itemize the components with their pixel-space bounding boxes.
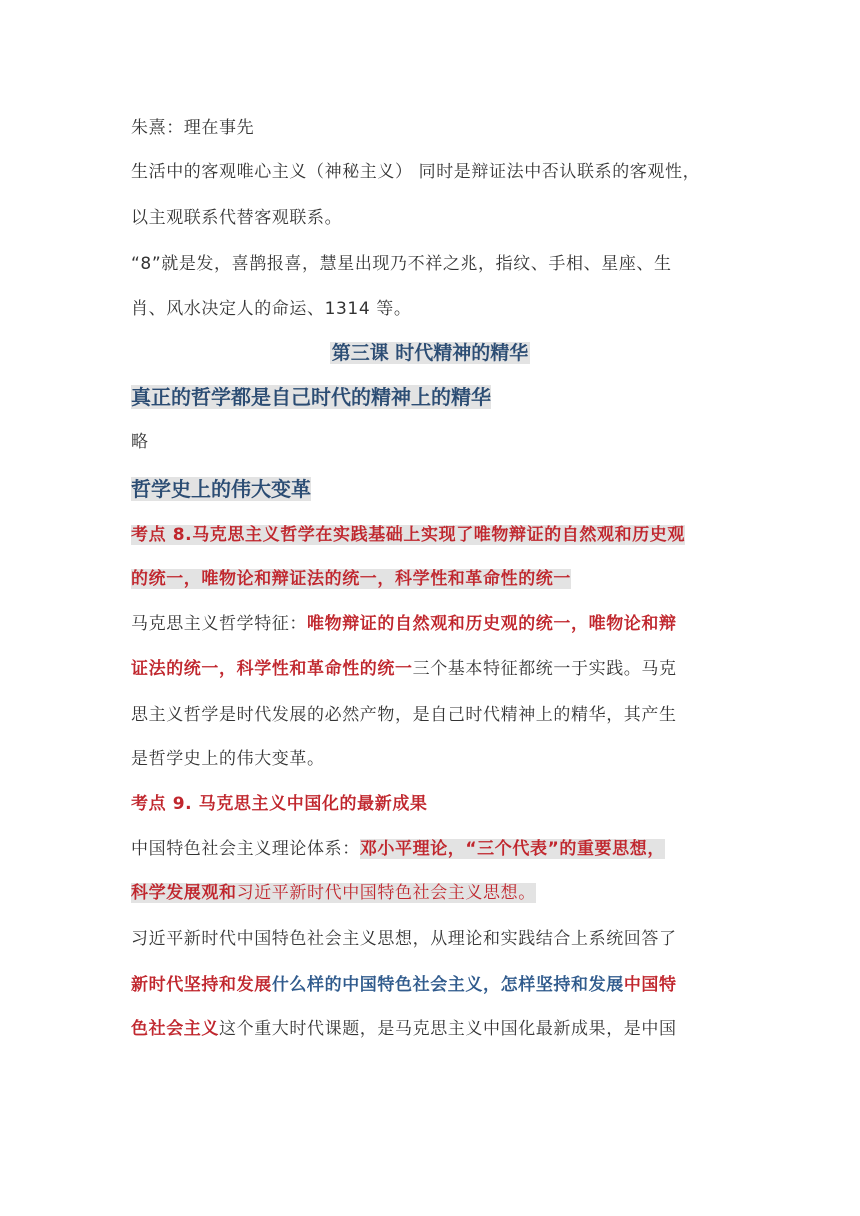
text-span: 马克思主义哲学特征：	[131, 614, 307, 634]
paragraph-line	[131, 657, 731, 681]
key-point-text: 的统一，唯物论和辩证法的统一，科学性和革命性的统一	[131, 569, 571, 589]
text-line: 朱熹：理在事先	[131, 118, 255, 138]
lesson-title	[0, 338, 860, 368]
emphasis-text: 科学发展观和	[131, 883, 237, 903]
text-line: 生活中的客观唯心主义（神秘主义） 同时是辩证法中否认联系的客观性，	[131, 162, 701, 182]
section-heading-text: 哲学史上的伟大变革	[131, 477, 311, 501]
paragraph-line	[131, 1017, 731, 1041]
emphasis-text: 什么样的中国特色社会主义，	[271, 975, 501, 995]
key-point-9: 考点 9. 马克思主义中国化的最新成果	[131, 794, 428, 814]
paragraph-line	[131, 837, 731, 861]
section-heading	[131, 382, 491, 412]
section-body: 略	[131, 432, 149, 452]
key-point-8	[131, 567, 731, 591]
emphasis-text: 唯物辩证的自然观和历史观的统一，唯物论和辩	[307, 614, 677, 634]
section-heading	[131, 474, 311, 504]
paragraph-line	[131, 612, 731, 636]
emphasis-text: 习近平新时代中国特色社会主义思想。	[236, 883, 536, 903]
key-point-8	[131, 523, 731, 547]
text-span: 中国特色社会主义理论体系：	[131, 839, 360, 859]
text-line: “8”就是发，喜鹊报喜，慧星出现乃不祥之兆，指纹、手相、星座、生	[131, 254, 672, 274]
emphasis-text: 怎样坚持和发展	[500, 975, 624, 995]
emphasis-text: 证法的统一，科学性和革命性的统一	[131, 659, 413, 679]
key-point-text: 考点 8.马克思主义哲学在实践基础上实现了唯物辩证的自然观和历史观	[131, 525, 686, 545]
paragraph-line	[131, 973, 731, 997]
text-line: 肖、风水决定人的命运、1314 等。	[131, 299, 412, 319]
paragraph-line: 习近平新时代中国特色社会主义思想，从理论和实践结合上系统回答了	[131, 929, 677, 949]
text-span: 这个重大时代课题，是马克思主义中国化最新成果，是中国	[219, 1019, 677, 1039]
text-line: 以主观联系代替客观联系。	[131, 208, 343, 228]
emphasis-text: 邓小平理论，“三个代表”的重要思想，	[359, 839, 665, 859]
lesson-title-text: 第三课 时代精神的精华	[331, 342, 529, 364]
paragraph-line: 是哲学史上的伟大变革。	[131, 749, 325, 769]
paragraph-line	[131, 881, 731, 905]
paragraph-line: 思主义哲学是时代发展的必然产物，是自己时代精神上的精华，其产生	[131, 705, 677, 725]
text-span: 三个基本特征都统一于实践。马克	[412, 659, 677, 679]
emphasis-text: 色社会主义	[131, 1019, 219, 1039]
emphasis-text: 新时代坚持和发展	[131, 975, 272, 995]
section-heading-text: 真正的哲学都是自己时代的精神上的精华	[131, 385, 491, 409]
emphasis-text: 中国特	[623, 975, 677, 995]
